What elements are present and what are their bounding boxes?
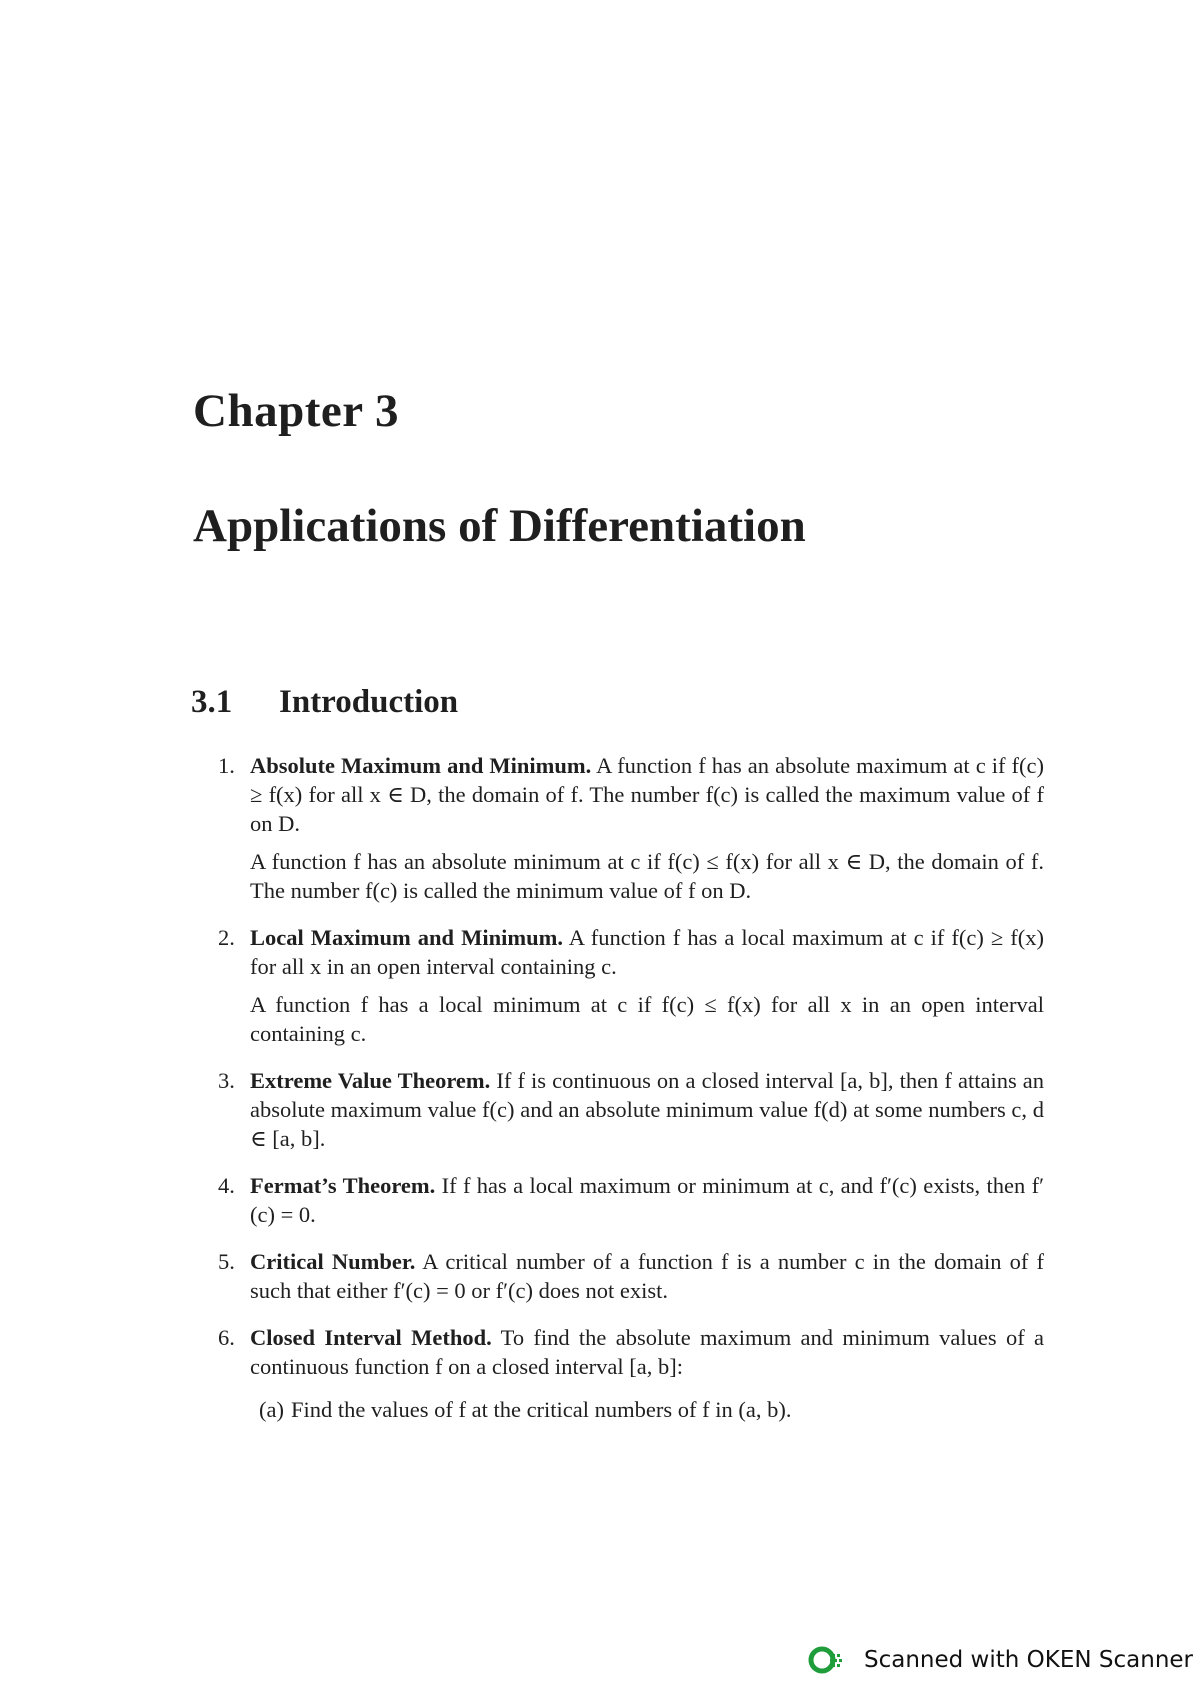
item-number: 5. [218, 1249, 235, 1274]
item-number: 4. [218, 1173, 235, 1198]
item-number: 3. [218, 1068, 235, 1093]
chapter-label: Chapter 3 [193, 385, 399, 437]
item-text: If f is continuous on a closed interval [a, b], then f attains an absolute maximum value f(c) and an absolute minimum value f(d) at some numbers c, d ∈ [a, b]. [250, 1068, 1045, 1151]
sub-item-text: Find the values of f at the critical numbers of f in (a, b). [291, 1397, 792, 1422]
item-heading: Extreme Value Theorem. [250, 1068, 491, 1093]
watermark-text: Scanned with OKEN Scanner [864, 1647, 1193, 1673]
section-heading [191, 686, 458, 719]
item-paragraph [250, 1323, 1044, 1381]
list-item [218, 1247, 1044, 1305]
item-heading: Critical Number. [250, 1249, 416, 1274]
item-paragraph: A function f has a local minimum at c if f(c) ≤ f(x) for all x in an open interval containing c. [250, 992, 1044, 1046]
chapter-title: Applications of Differentiation [193, 500, 806, 552]
item-paragraph: A function f has an absolute minimum at c if f(c) ≤ f(x) for all x ∈ D, the domain of f. The number f(c) is called the minimum value of f on D. [250, 849, 1044, 903]
oken-scanner-logo-icon [808, 1645, 846, 1675]
item-paragraph [250, 1171, 1044, 1229]
sub-item [250, 1395, 1044, 1424]
list-item [218, 923, 1044, 1048]
section-number: 3.1 [191, 684, 233, 720]
item-text: A function f has an absolute maximum at c if f(c) ≥ f(x) for all x ∈ D, the domain of f. The number f(c) is called the maximum value of f on D. [250, 753, 1044, 836]
item-heading: Fermat’s Theorem. [250, 1173, 436, 1198]
item-number: 6. [218, 1325, 235, 1350]
item-number: 1. [218, 753, 235, 778]
item-text: If f has a local maximum or minimum at c, and f′(c) exists, then f′(c) = 0. [250, 1173, 1044, 1227]
list-item [218, 751, 1044, 905]
item-number: 2. [218, 925, 235, 950]
definition-list [218, 751, 1044, 1442]
sub-item-marker: (a) [259, 1397, 284, 1422]
item-text: A critical number of a function f is a number c in the domain of f such that either f′(c) = 0 or f′(c) does not exist. [250, 1249, 1044, 1303]
scanner-watermark [808, 1645, 1193, 1675]
item-paragraph [250, 923, 1044, 981]
item-text: To find the absolute maximum and minimum values of a continuous function f on a closed interval [a, b]: [250, 1325, 1044, 1379]
item-paragraph [250, 751, 1044, 838]
list-item [218, 1066, 1044, 1153]
section-title: Introduction [279, 684, 459, 720]
list-item [218, 1323, 1044, 1424]
item-heading: Closed Interval Method. [250, 1325, 492, 1350]
item-heading: Local Maximum and Minimum. [250, 925, 563, 950]
item-heading: Absolute Maximum and Minimum. [250, 753, 592, 778]
item-paragraph [250, 1066, 1044, 1153]
item-paragraph [250, 1247, 1044, 1305]
item-text: A function f has a local maximum at c if f(c) ≥ f(x) for all x in an open interval containing c. [250, 925, 1045, 979]
list-item [218, 1171, 1044, 1229]
